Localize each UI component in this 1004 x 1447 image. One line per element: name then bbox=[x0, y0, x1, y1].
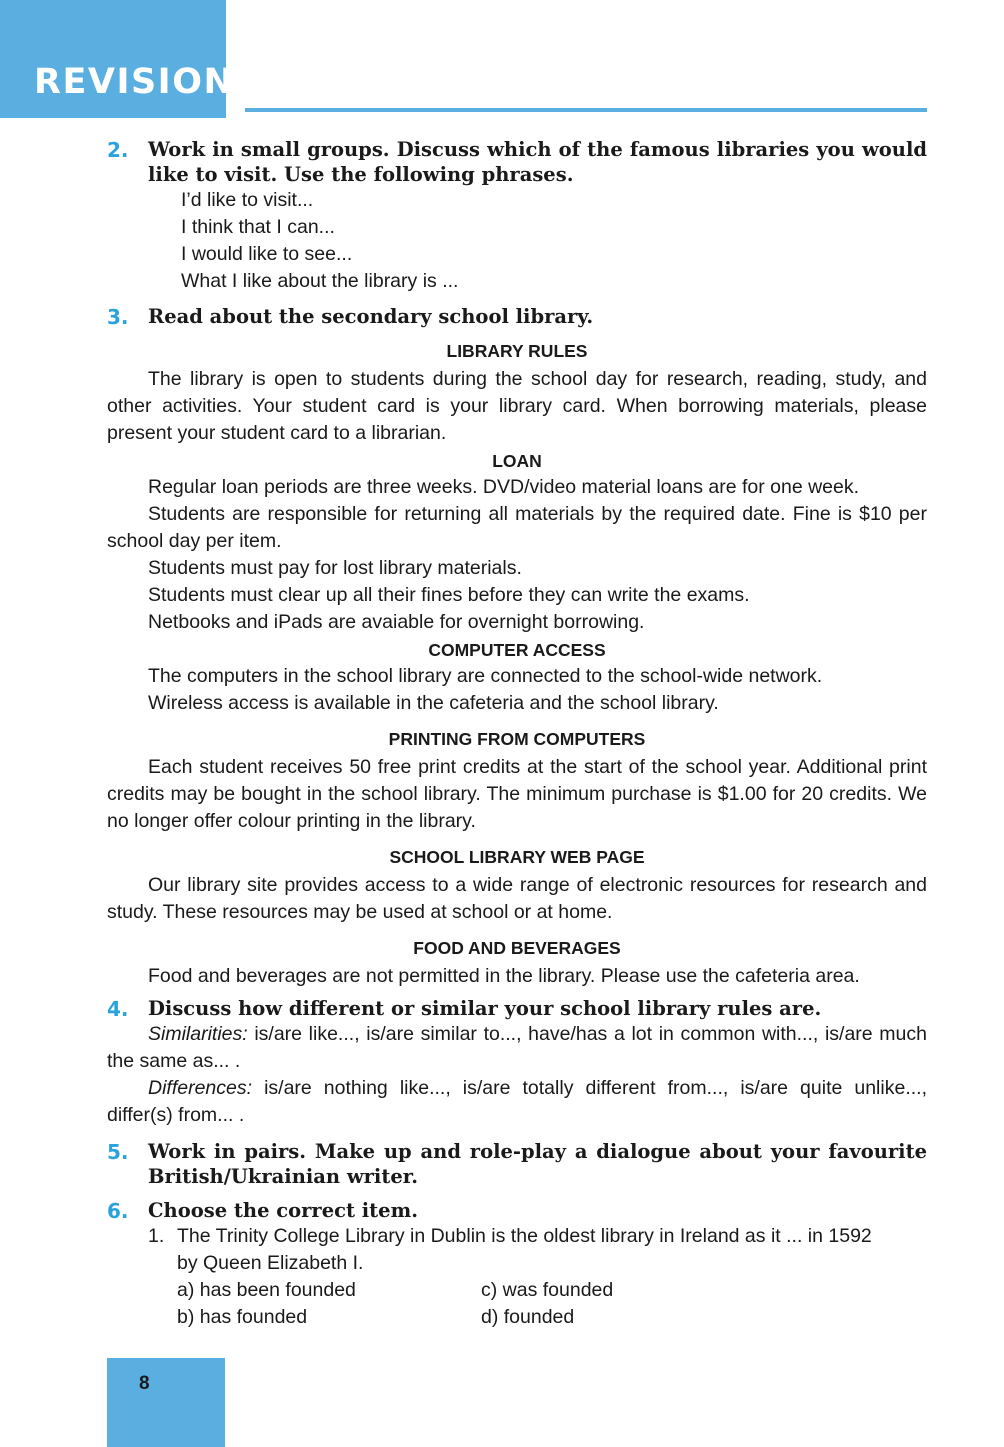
loan-line: Students must pay for lost library materials. bbox=[148, 557, 522, 579]
option-b: b) has founded bbox=[177, 1306, 308, 1328]
similarities-text: is/are like..., is/are similar to..., have/has a lot in common with..., is/are much the same as... . bbox=[107, 1023, 927, 1072]
task-4 bbox=[107, 996, 927, 1021]
loan-line: Regular loan periods are three weeks. DVD/video material loans are for one week. bbox=[148, 476, 860, 498]
library-rules-heading: LIBRARY RULES bbox=[446, 341, 588, 361]
question-item bbox=[107, 1223, 927, 1277]
task-instruction: Choose the correct item. bbox=[148, 1199, 419, 1222]
task-3 bbox=[107, 304, 927, 329]
option-a: a) has been founded bbox=[177, 1279, 356, 1301]
differences-line bbox=[107, 1075, 927, 1129]
web-page-heading: SCHOOL LIBRARY WEB PAGE bbox=[389, 847, 645, 867]
phrase-item: I would like to see... bbox=[181, 243, 353, 265]
task-2 bbox=[107, 137, 927, 187]
page-content bbox=[107, 137, 927, 1331]
phrase-list bbox=[107, 187, 927, 295]
library-rules-text: The library is open to students during the school day for research, reading, study, and other activities. Your student card is your library card. When borrowing materials, please present your student card to a librarian. bbox=[107, 368, 927, 444]
task-number: 5. bbox=[107, 1140, 129, 1164]
computer-access-line: Wireless access is available in the cafeteria and the school library. bbox=[148, 692, 719, 714]
loan-line: Students are responsible for returning all materials by the required date. Fine is $10 per school day per item. bbox=[107, 503, 927, 552]
differences-label: Differences: bbox=[148, 1077, 253, 1099]
phrase-item: I’d like to visit... bbox=[181, 189, 314, 211]
task-5 bbox=[107, 1139, 927, 1189]
page-number-box bbox=[107, 1358, 225, 1447]
task-number: 3. bbox=[107, 305, 129, 329]
similarities-label: Similarities: bbox=[148, 1023, 248, 1045]
food-text: Food and beverages are not permitted in the library. Please use the cafeteria area. bbox=[148, 965, 860, 987]
task-number: 6. bbox=[107, 1199, 129, 1223]
section-tab bbox=[0, 0, 235, 118]
loan-heading: LOAN bbox=[492, 451, 542, 471]
task-6 bbox=[107, 1198, 927, 1223]
loan-line: Students must clear up all their fines before they can write the exams. bbox=[148, 584, 750, 606]
differences-text: is/are nothing like..., is/are totally different from..., is/are quite unlike..., differ(s) from... . bbox=[107, 1077, 927, 1126]
question-text-cont: by Queen Elizabeth I. bbox=[177, 1252, 364, 1274]
phrase-item: What I like about the library is ... bbox=[181, 270, 459, 292]
option-c: c) was founded bbox=[481, 1279, 614, 1301]
task-instruction: Read about the secondary school library. bbox=[148, 305, 594, 328]
answer-options bbox=[107, 1277, 927, 1331]
computer-access-line: The computers in the school library are connected to the school-wide network. bbox=[148, 665, 823, 687]
section-title: REVISION bbox=[34, 62, 235, 102]
question-text: The Trinity College Library in Dublin is the oldest library in Ireland as it ... in 1592 bbox=[177, 1225, 872, 1247]
phrase-item: I think that I can... bbox=[181, 216, 335, 238]
loan-line: Netbooks and iPads are avaiable for overnight borrowing. bbox=[148, 611, 645, 633]
printing-text: Each student receives 50 free print credits at the start of the school year. Additional print credits may be bought in the school library. The minimum purchase is $1.00 for 20 credits. We no longer offer colour printing in the library. bbox=[107, 756, 927, 832]
question-number: 1. bbox=[148, 1225, 165, 1247]
task-number: 4. bbox=[107, 997, 129, 1021]
task-instruction: Discuss how different or similar your school library rules are. bbox=[148, 997, 822, 1020]
header-rule bbox=[245, 108, 927, 112]
web-page-text: Our library site provides access to a wide range of electronic resources for research and study. These resources may be used at school or at home. bbox=[107, 874, 927, 923]
page-number: 8 bbox=[139, 1373, 150, 1394]
task-instruction: Work in small groups. Discuss which of the famous libraries you would like to visit. Use the following phrases. bbox=[148, 138, 927, 186]
task-number: 2. bbox=[107, 138, 129, 162]
task-instruction: Work in pairs. Make up and role-play a dialogue about your favourite British/Ukrainian writer. bbox=[148, 1140, 927, 1188]
printing-heading: PRINTING FROM COMPUTERS bbox=[388, 729, 646, 749]
computer-access-heading: COMPUTER ACCESS bbox=[428, 640, 606, 660]
similarities-line bbox=[107, 1021, 927, 1075]
food-heading: FOOD AND BEVERAGES bbox=[413, 938, 621, 958]
option-d: d) founded bbox=[481, 1306, 575, 1328]
